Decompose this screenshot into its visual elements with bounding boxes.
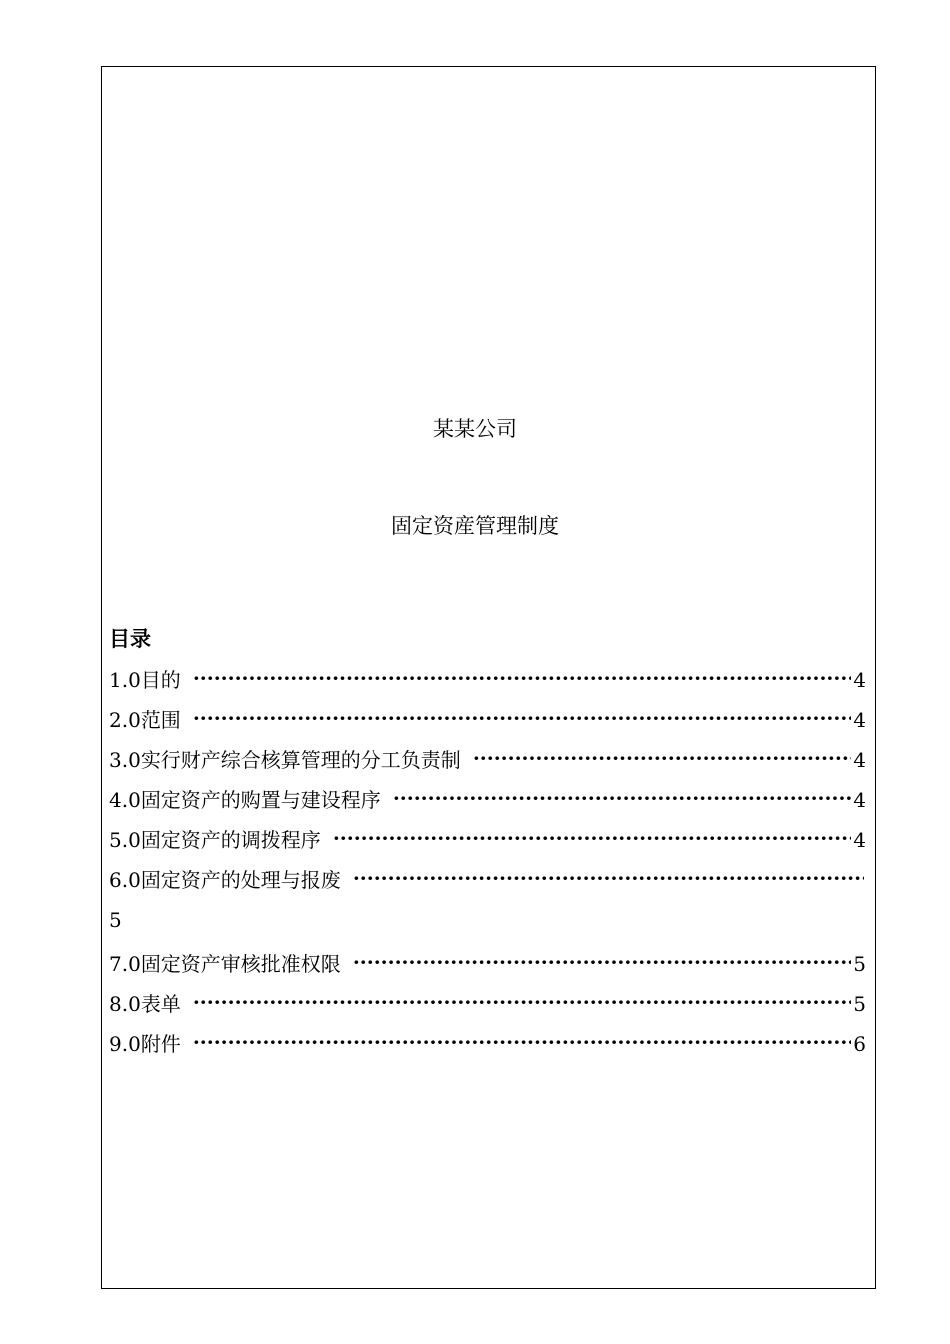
toc-entry-number: 1.0 xyxy=(109,668,141,692)
toc-entry[interactable] xyxy=(109,786,866,826)
toc-entry-title: 固定资产的购置与建设程序 xyxy=(140,788,381,812)
toc-entry[interactable] xyxy=(109,666,866,706)
toc-entry-page: 5 xyxy=(853,952,866,976)
toc-leader-dots xyxy=(193,704,851,732)
toc-entry-title: 固定资产的处理与报废 xyxy=(140,868,341,892)
toc-entry[interactable] xyxy=(109,950,866,990)
toc-entry[interactable] xyxy=(109,866,866,906)
toc-leader-dots xyxy=(193,988,851,1016)
toc-leader-dots xyxy=(353,864,864,892)
toc-entry-page: 4 xyxy=(853,788,866,812)
toc-entry-number: 8.0 xyxy=(109,992,141,1016)
toc-entry-title: 附件 xyxy=(140,1032,181,1056)
toc-entry-title: 范围 xyxy=(140,708,181,732)
toc-leader-dots xyxy=(473,744,851,772)
table-of-contents xyxy=(109,666,866,1070)
toc-entry[interactable] xyxy=(109,746,866,786)
toc-entry[interactable] xyxy=(109,990,866,1030)
toc-entry[interactable] xyxy=(109,826,866,866)
toc-entry-page: 5 xyxy=(853,992,866,1016)
toc-entry-title: 固定资产的调拨程序 xyxy=(140,828,321,852)
toc-entry[interactable] xyxy=(109,706,866,746)
toc-leader-dots xyxy=(333,824,851,852)
toc-leader-dots xyxy=(353,948,851,976)
toc-entry-title: 实行财产综合核算管理的分工负责制 xyxy=(140,748,461,772)
toc-entry-number: 7.0 xyxy=(109,952,141,976)
toc-entry-title: 固定资产审核批准权限 xyxy=(140,952,341,976)
toc-entry-number: 4.0 xyxy=(109,788,141,812)
document-title: 固定资産管理制度 xyxy=(391,514,559,538)
toc-entry-page: 4 xyxy=(853,748,866,772)
toc-leader-dots xyxy=(193,1028,851,1056)
toc-entry-title: 目的 xyxy=(140,668,181,692)
toc-entry-number: 2.0 xyxy=(109,708,141,732)
toc-leader-dots xyxy=(393,784,851,812)
toc-entry-number: 5.0 xyxy=(109,828,141,852)
toc-entry[interactable] xyxy=(109,1030,866,1070)
toc-entry-page: 4 xyxy=(853,668,866,692)
toc-leader-dots xyxy=(193,664,851,692)
toc-entry-number: 6.0 xyxy=(109,868,141,892)
toc-entry-page: 4 xyxy=(853,828,866,852)
toc-heading: 目录 xyxy=(109,626,151,651)
toc-entry-number: 9.0 xyxy=(109,1032,141,1056)
company-name: 某某公司 xyxy=(433,417,517,441)
toc-entry-title: 表单 xyxy=(140,992,181,1016)
toc-entry-page-wrapped: 5 xyxy=(109,908,122,932)
toc-entry-page: 6 xyxy=(853,1032,866,1056)
toc-entry-number: 3.0 xyxy=(109,748,141,772)
toc-entry-page: 4 xyxy=(853,708,866,732)
